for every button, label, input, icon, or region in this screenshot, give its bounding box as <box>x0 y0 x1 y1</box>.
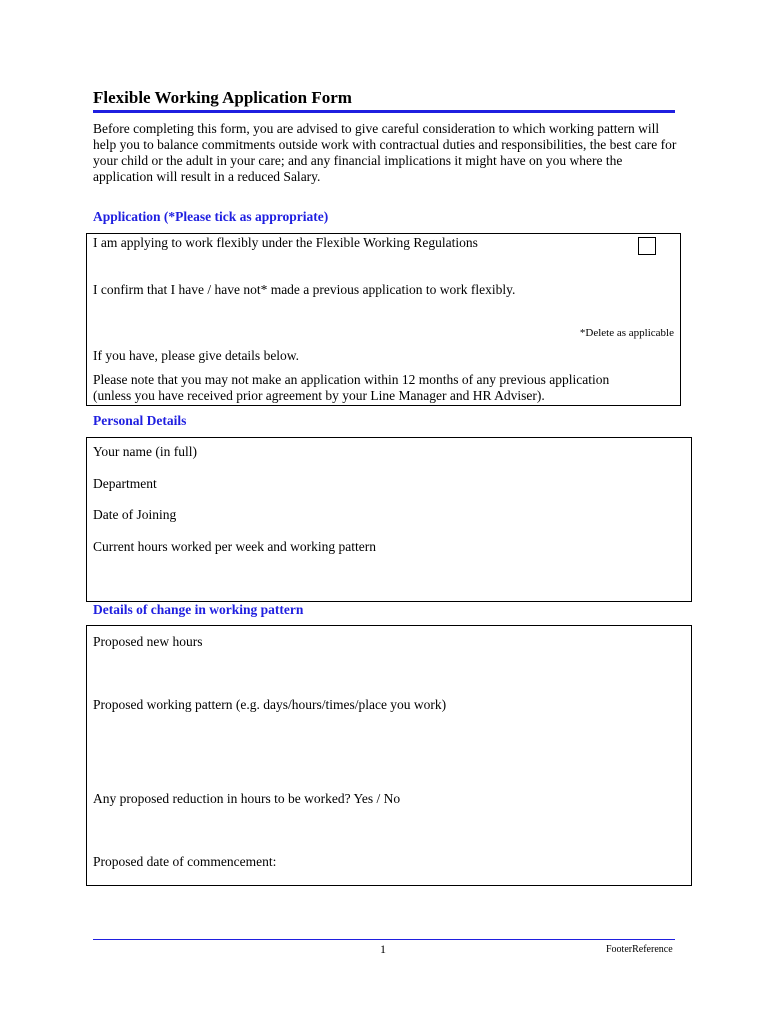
change-details-box <box>86 625 692 886</box>
new-hours-field-label[interactable]: Proposed new hours <box>93 634 203 649</box>
personal-details-box <box>86 437 692 602</box>
working-pattern-field-label[interactable]: Proposed working pattern (e.g. days/hours/times/place you work) <box>93 697 447 712</box>
flexible-working-checkbox[interactable] <box>638 237 656 255</box>
page-number: 1 <box>380 942 386 956</box>
joining-date-field-label[interactable]: Date of Joining <box>93 507 177 522</box>
delete-note: *Delete as applicable <box>579 327 674 339</box>
twelve-month-note-continued: (unless you have received prior agreement by your Line Manager and HR Adviser). <box>93 388 545 403</box>
footer-reference: FooterReference <box>606 944 673 955</box>
change-details-heading: Details of change in working pattern <box>93 602 304 617</box>
department-field-label[interactable]: Department <box>93 476 157 491</box>
personal-details-heading: Personal Details <box>93 413 187 428</box>
application-heading: Application (*Please tick as appropriate) <box>93 209 329 224</box>
hours-reduction-question[interactable]: Any proposed reduction in hours to be worked? Yes / No <box>93 791 401 806</box>
current-hours-field-label[interactable]: Current hours worked per week and working pattern <box>93 539 377 554</box>
commencement-date-field-label[interactable]: Proposed date of commencement: <box>93 854 277 869</box>
applying-statement: I am applying to work flexibly under the Flexible Working Regulations <box>93 235 478 250</box>
footer-divider <box>93 939 675 940</box>
title-divider <box>93 110 675 113</box>
twelve-month-note: Please note that you may not make an application within 12 months of any previous application <box>93 372 610 387</box>
previous-application-statement: I confirm that I have / have not* made a previous application to work flexibly. <box>93 282 516 297</box>
name-field-label[interactable]: Your name (in full) <box>93 444 197 459</box>
page-title: Flexible Working Application Form <box>93 88 352 107</box>
details-instruction: If you have, please give details below. <box>93 348 300 363</box>
intro-paragraph: Before completing this form, you are advised to give careful consideration to which working pattern will help you to balance commitments outside work with contractual duties and responsibilities, the best care for your child or the adult in your care; and any financial implications it might have on you where the application will result in a reduced Salary. <box>93 121 677 184</box>
